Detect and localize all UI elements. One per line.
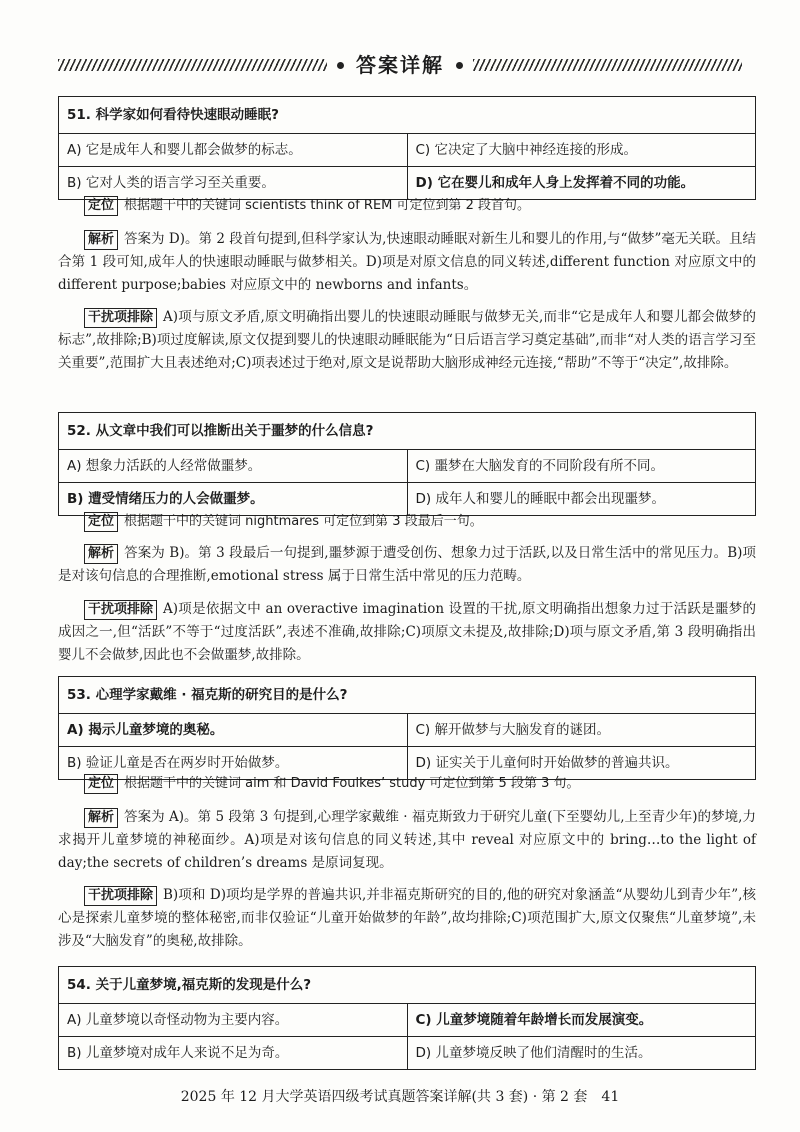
locate-tag: 定位 xyxy=(84,774,118,794)
locate-tag: 定位 xyxy=(84,512,118,532)
locate-text: 根据题干中的关键词 nightmares 可定位到第 3 段最后一句。 xyxy=(124,514,483,529)
question-52-option-d: D) 成年人和婴儿的睡眠中都会出现噩梦。 xyxy=(407,483,756,516)
analysis-tag: 解析 xyxy=(84,808,118,828)
question-53-block xyxy=(58,676,756,780)
question-51-table xyxy=(58,96,756,200)
question-51-analysis xyxy=(58,228,756,297)
question-53-table xyxy=(58,676,756,780)
analysis-tag: 解析 xyxy=(84,230,118,250)
question-53-option-a: A) 揭示儿童梦境的奥秘。 xyxy=(59,714,408,747)
distractor-text: A)项是依据文中 an overactive imagination 设置的干扰,原文明确指出想象力过于活跃是噩梦的成因之一,但“活跃”不等于“过度活跃”,表述不准确,故排除;C)项原文未提及,故排除;D)项与原文矛盾,第 3 段明确指出婴儿不会做梦,因此也不会做噩梦,故排除。 xyxy=(58,601,756,663)
question-54-option-d: D) 儿童梦境反映了他们清醒时的生活。 xyxy=(407,1037,756,1070)
analysis-text: 答案为 A)。第 5 段第 3 句提到,心理学家戴维 · 福克斯致力于研究儿童(下至婴幼儿,上至青少年)的梦境,力求揭开儿童梦境的神秘面纱。A)项是对该句信息的同义转述,其中 reveal 对应原文中的 bring…to the light of day;the secrets of children’s dreams 是原词复现。 xyxy=(58,809,756,871)
question-53-analysis xyxy=(58,806,756,875)
question-52-locate xyxy=(58,510,756,533)
analysis-text: 答案为 D)。第 2 段首句提到,但科学家认为,快速眼动睡眠对新生儿和婴儿的作用,与“做梦”毫无关联。且结合第 1 段可知,成年人的快速眼动睡眠与做梦相关。D)项是对原文信息的同义转述,different function 对应原文中的 different purpose;babies 对应原文中的 newborns and infants。 xyxy=(58,231,756,293)
question-54-stem: 54. 关于儿童梦境,福克斯的发现是什么? xyxy=(59,967,756,1004)
distractor-tag: 干扰项排除 xyxy=(84,600,157,620)
question-54-option-a: A) 儿童梦境以奇怪动物为主要内容。 xyxy=(59,1004,408,1037)
distractor-text: A)项与原文矛盾,原文明确指出婴儿的快速眼动睡眠与做梦无关,而非“它是成年人和婴儿都会做梦的标志”,故排除;B)项过度解读,原文仅提到婴儿的快速眼动睡眠能为“日后语言学习奠定基础”,而非“对人类的语言学习至关重要”,范围扩大且表述绝对;C)项表述过于绝对,原文是说帮助大脑形成神经元连接,“帮助”不等于“决定”,故排除。 xyxy=(58,309,756,371)
banner-hatch-right xyxy=(473,59,742,71)
question-51-option-b: B) 它对人类的语言学习至关重要。 xyxy=(59,167,408,200)
distractor-text: B)项和 D)项均是学界的普遍共识,并非福克斯研究的目的,他的研究对象涵盖“从婴幼儿到青少年”,核心是探索儿童梦境的整体秘密,而非仅验证“儿童开始做梦的年龄”,故均排除;C)项范围扩大,原文仅聚焦“儿童梦境”,未涉及“大脑发育”的奥秘,故排除。 xyxy=(58,887,756,949)
question-51-option-d: D) 它在婴儿和成年人身上发挥着不同的功能。 xyxy=(407,167,756,200)
question-52-table xyxy=(58,412,756,516)
question-51-block xyxy=(58,96,756,200)
banner-title: 答案详解 xyxy=(356,52,444,77)
question-52-distractor xyxy=(58,598,756,667)
question-52-option-b: B) 遭受情绪压力的人会做噩梦。 xyxy=(59,483,408,516)
footer-text: 2025 年 12 月大学英语四级考试真题答案详解(共 3 套) · 第 2 套 xyxy=(180,1089,588,1105)
question-54-table xyxy=(58,966,756,1070)
question-51-stem: 51. 科学家如何看待快速眼动睡眠? xyxy=(59,97,756,134)
locate-text: 根据题干中的关键词 scientists think of REM 可定位到第 2 段首句。 xyxy=(124,198,531,213)
question-52-option-c: C) 噩梦在大脑发育的不同阶段有所不同。 xyxy=(407,450,756,483)
question-53-option-c: C) 解开做梦与大脑发育的谜团。 xyxy=(407,714,756,747)
question-51-option-a: A) 它是成年人和婴儿都会做梦的标志。 xyxy=(59,134,408,167)
question-52-stem: 52. 从文章中我们可以推断出关于噩梦的什么信息? xyxy=(59,413,756,450)
question-53-stem: 53. 心理学家戴维 · 福克斯的研究目的是什么? xyxy=(59,677,756,714)
page-number: 41 xyxy=(601,1089,620,1105)
question-54-block xyxy=(58,966,756,1070)
question-51-distractor xyxy=(58,306,756,375)
question-52-block xyxy=(58,412,756,516)
question-53-option-d: D) 证实关于儿童何时开始做梦的普遍共识。 xyxy=(407,747,756,780)
locate-tag: 定位 xyxy=(84,196,118,216)
question-51-locate xyxy=(58,194,756,217)
question-51-option-c: C) 它决定了大脑中神经连接的形成。 xyxy=(407,134,756,167)
question-53-option-b: B) 验证儿童是否在两岁时开始做梦。 xyxy=(59,747,408,780)
question-52-analysis xyxy=(58,542,756,588)
question-53-distractor xyxy=(58,884,756,953)
question-53-locate xyxy=(58,772,756,795)
banner-dot-right xyxy=(456,62,463,69)
banner-dot-left xyxy=(337,62,344,69)
question-52-option-a: A) 想象力活跃的人经常做噩梦。 xyxy=(59,450,408,483)
question-54-option-b: B) 儿童梦境对成年人来说不足为奇。 xyxy=(59,1037,408,1070)
distractor-tag: 干扰项排除 xyxy=(84,886,157,906)
analysis-tag: 解析 xyxy=(84,544,118,564)
analysis-text: 答案为 B)。第 3 段最后一句提到,噩梦源于遭受创伤、想象力过于活跃,以及日常生活中的常见压力。B)项是对该句信息的合理推断,emotional stress 属于日常生活中常见的压力范畴。 xyxy=(58,545,756,584)
section-banner xyxy=(58,50,742,80)
banner-hatch-left xyxy=(58,59,327,71)
question-54-option-c: C) 儿童梦境随着年龄增长而发展演变。 xyxy=(407,1004,756,1037)
page-footer xyxy=(0,1086,800,1109)
distractor-tag: 干扰项排除 xyxy=(84,308,157,328)
locate-text: 根据题干中的关键词 aim 和 David Foulkes’ study 可定位到第 5 段第 3 句。 xyxy=(124,776,580,791)
